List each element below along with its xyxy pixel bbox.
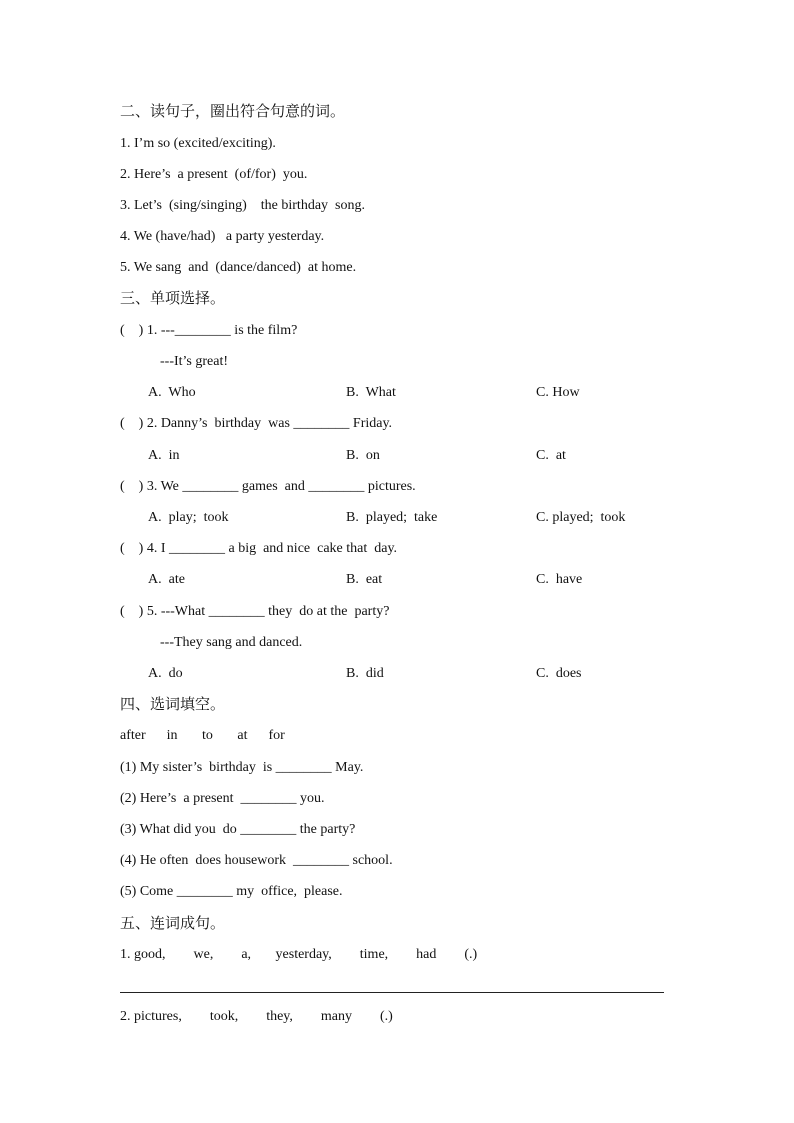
section-2-item-2: 2. Here’s a present (of/for) you. bbox=[120, 167, 308, 182]
question-4-option-b: B. eat bbox=[346, 572, 383, 587]
section-5-heading: 五、连词成句。 bbox=[120, 914, 226, 932]
fill-item-3: (3) What did you do ________ the party? bbox=[120, 822, 356, 837]
question-5-option-c: C. does bbox=[536, 666, 582, 681]
fill-item-1: (1) My sister’s birthday is ________ May. bbox=[120, 760, 364, 775]
question-3-option-a: A. play; took bbox=[148, 510, 229, 525]
question-4-option-a: A. ate bbox=[148, 572, 185, 587]
fill-item-5: (5) Come ________ my office, please. bbox=[120, 884, 343, 899]
question-1-sub: ---It’s great! bbox=[160, 354, 229, 369]
question-2-option-c: C. at bbox=[536, 448, 566, 463]
question-5-option-b: B. did bbox=[346, 666, 384, 681]
section-3-heading: 三、单项选择。 bbox=[120, 289, 226, 307]
section-2-item-4: 4. We (have/had) a party yesterday. bbox=[120, 229, 325, 244]
question-4-stem: ( ) 4. I ________ a big and nice cake that day. bbox=[120, 541, 398, 556]
question-5-stem: ( ) 5. ---What ________ they do at the party? bbox=[120, 604, 390, 619]
question-3-option-b: B. played; take bbox=[346, 510, 438, 525]
question-3-option-c: C. played; took bbox=[536, 510, 626, 525]
question-5-option-a: A. do bbox=[148, 666, 183, 681]
question-5-sub: ---They sang and danced. bbox=[160, 635, 303, 650]
question-2-stem: ( ) 2. Danny’s birthday was ________ Friday. bbox=[120, 416, 393, 431]
question-1-option-c: C. How bbox=[536, 385, 580, 400]
answer-line bbox=[120, 992, 664, 993]
question-1-option-a: A. Who bbox=[148, 385, 196, 400]
question-1-option-b: B. What bbox=[346, 385, 396, 400]
section-2-heading: 二、读句子，圈出符合句意的词。 bbox=[120, 102, 346, 120]
fill-item-4: (4) He often does housework ________ school. bbox=[120, 853, 393, 868]
question-2-option-a: A. in bbox=[148, 448, 180, 463]
word-bank: after in to at for bbox=[120, 728, 285, 743]
question-2-option-b: B. on bbox=[346, 448, 380, 463]
fill-item-2: (2) Here’s a present ________ you. bbox=[120, 791, 325, 806]
section-2-item-3: 3. Let’s (sing/singing) the birthday song. bbox=[120, 198, 365, 213]
section-2-item-1: 1. I’m so (excited/exciting). bbox=[120, 136, 276, 151]
sentence-item-1: 1. good, we, a, yesterday, time, had (.) bbox=[120, 947, 478, 962]
question-4-option-c: C. have bbox=[536, 572, 583, 587]
section-2-item-5: 5. We sang and (dance/danced) at home. bbox=[120, 260, 357, 275]
question-3-stem: ( ) 3. We ________ games and ________ pictures. bbox=[120, 479, 416, 494]
question-1-stem: ( ) 1. ---________ is the film? bbox=[120, 323, 298, 338]
sentence-item-2: 2. pictures, took, they, many (.) bbox=[120, 1009, 393, 1024]
section-4-heading: 四、选词填空。 bbox=[120, 695, 226, 713]
